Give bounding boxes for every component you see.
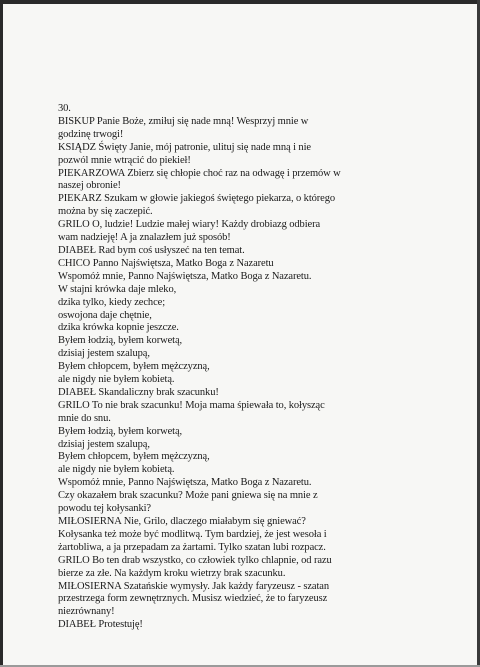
scan-edge-left: [0, 0, 3, 667]
text-line: można by się zaczepić.: [58, 206, 153, 218]
text-line: żartobliwa, a ja przepadam za żartami. Tylko szatan lubi rozpacz.: [58, 541, 326, 553]
text-line: DIABEŁ Skandaliczny brak szacunku!: [58, 386, 219, 398]
text-line: dzika tylko, kiedy zechce;: [58, 296, 166, 308]
text-line: DIABEŁ Protestuję!: [58, 619, 143, 631]
text-line: PIEKARZOWA Zbierz się chłopie choć raz na odwagę i przemów w: [58, 167, 341, 179]
text-line: CHICO Panno Najświętsza, Matko Boga z Nazaretu: [58, 257, 274, 269]
text-line: Byłem chłopcem, byłem mężczyzną,: [58, 361, 210, 373]
scan-edge-top: [0, 0, 480, 4]
text-line: GRILO To nie brak szacunku! Moja mama śpiewała to, kołysząc: [58, 399, 325, 411]
text-line: niezrównany!: [58, 606, 115, 618]
text-line: KSIĄDZ Święty Janie, mój patronie, ulituj się nade mną i nie: [58, 141, 311, 153]
text-line: przestrzega form zewnętrznych. Musisz wiedzieć, że to faryzeusz: [58, 593, 328, 605]
text-line: oswojona daje chętnie,: [58, 309, 152, 321]
text-line: bierze za złe. Na każdym kroku wietrzy brak szacunku.: [58, 567, 286, 579]
dialogue-lines: [58, 116, 468, 632]
page-number: 30.: [58, 103, 71, 114]
text-line: ale nigdy nie byłem kobietą.: [58, 464, 175, 476]
text-line: mnie do snu.: [58, 412, 111, 424]
text-line: GRILO Bo ten drab wszystko, co człowiek tylko chlapnie, od razu: [58, 554, 332, 566]
text-line: naszej obronie!: [58, 180, 121, 192]
text-line: godzinę trwogi!: [58, 128, 124, 140]
script-text: [58, 103, 468, 632]
text-line: ale nigdy nie byłem kobietą.: [58, 374, 175, 386]
text-line: dzisiaj jestem szalupą,: [58, 438, 150, 450]
text-line: Wspomóż mnie, Panno Najświętsza, Matko Boga z Nazaretu.: [58, 477, 312, 489]
text-line: DIABEŁ Rad bym coś usłyszeć na ten temat.: [58, 244, 245, 256]
text-line: PIEKARZ Szukam w głowie jakiegoś świętego piekarza, o którego: [58, 193, 336, 205]
text-line: Kołysanka też może być modlitwą. Tym bardziej, że jest wesoła i: [58, 528, 327, 540]
text-line: MIŁOSIERNA Nie, Grilo, dlaczego miałabym się gniewać?: [58, 516, 306, 527]
text-line: Byłem łodzią, byłem korwetą,: [58, 335, 183, 347]
text-line: Czy okazałem brak szacunku? Może pani gniewa się na mnie z: [58, 490, 318, 502]
text-line: dzisiaj jestem szalupą,: [58, 348, 150, 360]
text-line: Byłem chłopcem, byłem mężczyzną,: [58, 451, 210, 463]
text-line: Wspomóż mnie, Panno Najświętsza, Matko Boga z Nazaretu.: [58, 270, 312, 282]
text-line: pozwól mnie wtrącić do piekieł!: [58, 154, 191, 166]
text-line: dzika krówka kopnie jeszcze.: [58, 322, 179, 334]
text-line: MIŁOSIERNA Szatańskie wymysły. Jak każdy faryzeusz - szatan: [58, 580, 330, 592]
text-line: powodu tej kołysanki?: [58, 503, 151, 515]
text-line: W stajni krówka daje mleko,: [58, 283, 177, 295]
text-line: BISKUP Panie Boże, zmiłuj się nade mną! Wesprzyj mnie w: [58, 115, 309, 127]
text-line: Byłem łodzią, byłem korwetą,: [58, 425, 183, 437]
text-line: GRILO O, ludzie! Ludzie małej wiary! Każdy drobiazg odbiera: [58, 219, 321, 231]
text-line: wam nadzieję! A ja znalazłem już sposób!: [58, 232, 231, 244]
